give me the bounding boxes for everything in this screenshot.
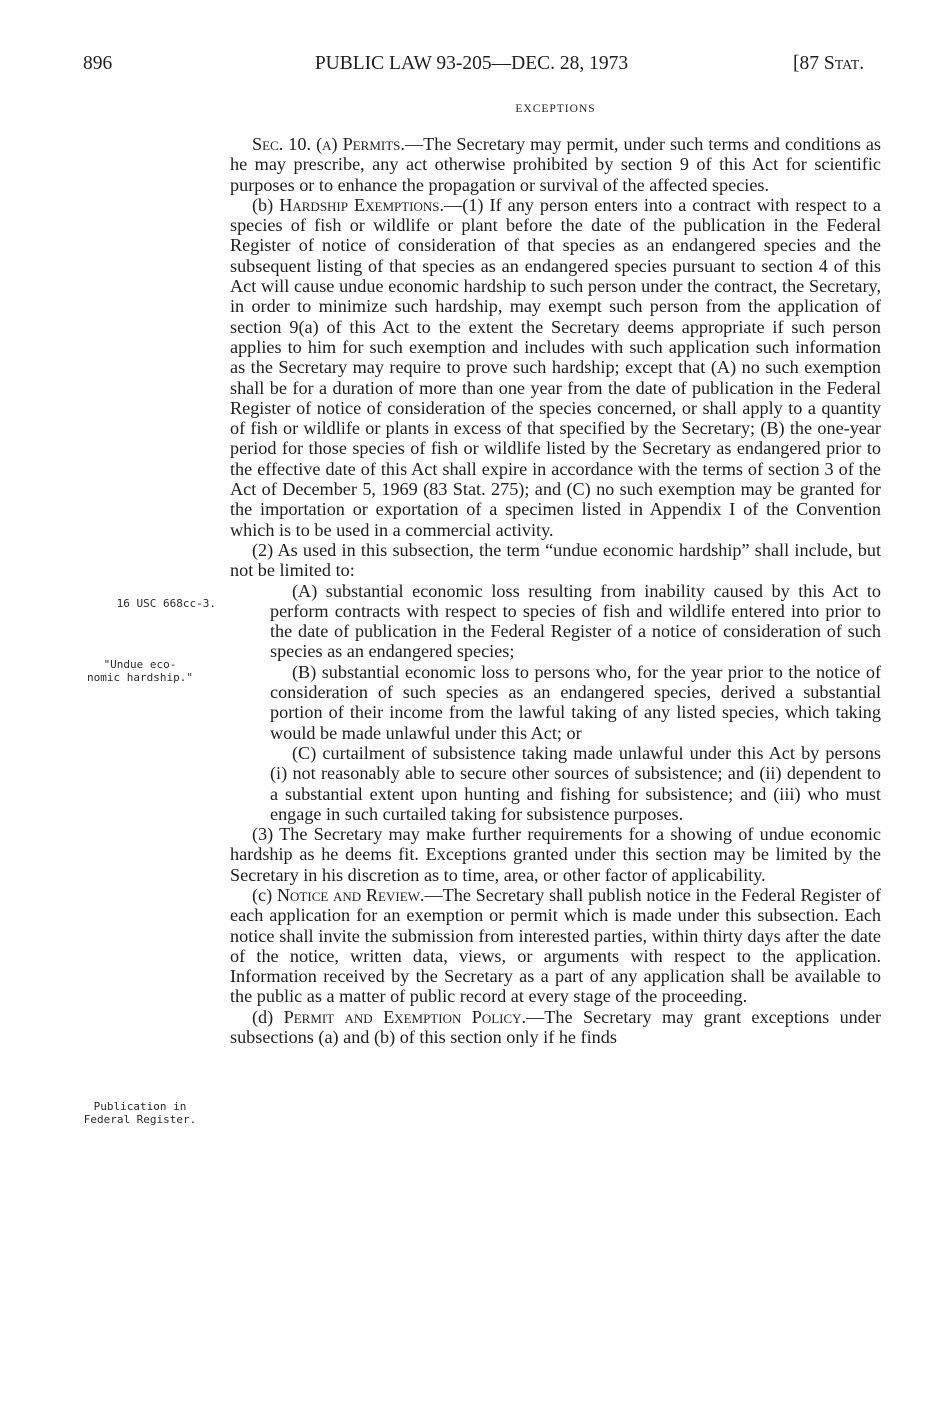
side-note-citation <box>70 597 216 610</box>
side-note-citation-text: 16 USC 668cc-3. <box>116 597 216 610</box>
paragraph-lead: (b) <box>252 194 280 215</box>
subparagraph-a: (A) substantial economic loss resulting from inability caused by this Act to perform contracts with respect to species of fish and wildlife entered into prior to the date of publication in the Federal Register of a notice of consideration of such species as an endangered species; <box>270 580 881 662</box>
paragraph-lead: (d) <box>252 1006 284 1027</box>
paragraph-lead: (c) <box>252 884 277 905</box>
page-number: 896 <box>83 53 113 74</box>
paragraph-text: —The Secretary may grant exceptions under subsections (a) and (b) of this section only if he finds <box>230 1006 881 1048</box>
paragraph-heading: Hardship Exemptions. <box>279 194 445 215</box>
statute-volume: [87 Stat. <box>793 53 865 74</box>
running-title: PUBLIC LAW 93-205—DEC. 28, 1973 <box>314 53 629 74</box>
paragraph-permits <box>230 134 881 195</box>
paragraph-heading: Permit and Exemption Policy. <box>283 1006 527 1027</box>
paragraph-text: —The Secretary shall publish notice in the Federal Register of each application for an exemption or permit which is made under this subsection. Each notice shall invite the submission from interested parties, within thirty days after the date of the notice, written data, views, or arguments with respect to the application. Information received by the Secretary as a part of any application shall be available to the public as a matter of public record at every stage of the proceeding. <box>230 884 882 1007</box>
subparagraph-c: (C) curtailment of subsistence taking made unlawful under this Act by persons (i) not reasonably able to secure other sources of subsistence; and (ii) dependent to a substantial extent upon hunting and fishing for subsistence; and (iii) who must engage in such curtailed taking for subsistence purposes. <box>270 742 881 824</box>
paragraph-notice-and-review <box>230 885 881 1007</box>
paragraph-permit-exemption-policy <box>230 1007 881 1048</box>
paragraph-hardship-exemptions <box>230 195 881 540</box>
paragraph-heading: Permits. <box>342 134 405 154</box>
section-heading: EXCEPTIONS <box>515 103 596 115</box>
subparagraph-b: (B) substantial economic loss to persons who, for the year prior to the notice of consideration of such species as an endangered species, derived a substantial portion of their income from the lawful taking of any listed species, which taking would be made unlawful under this Act; or <box>270 661 881 743</box>
side-note-line: Federal Register. <box>83 1113 197 1126</box>
side-note-line: nomic hardship." <box>87 671 193 684</box>
side-note-line: "Undue eco- <box>103 658 177 671</box>
section-number: Sec. 10. (a) <box>252 134 343 154</box>
paragraph-further-requirements: (3) The Secretary may make further requirements for a showing of undue economic hardship as he deems fit. Exceptions granted under this section may be limited by the Secretary in his discretion as to time, area, or other factor of applicability. <box>230 824 881 885</box>
side-note-publication <box>70 1100 210 1126</box>
side-note-undue-hardship <box>70 658 210 684</box>
side-note-line: Publication in <box>93 1100 187 1113</box>
paragraph-text: —(1) If any person enters into a contract with respect to a species of fish or wildlife or plant before the date of the publication in the Federal Register of notice of consideration of that species as an endangered species and the subsequent listing of that species as an endangered species pursuant to section 4 of this Act will cause undue economic hardship to such person under the contract, the Secretary, in order to minimize such hardship, may exempt such person from the application of section 9(a) of this Act to the extent the Secretary deems appropriate if such person applies to him for such exemption and includes with such application such information as the Secretary may require to prove such hardship; except that (A) no such exemption shall be for a duration of more than one year from the date of publication in the Federal Register of notice of consideration of the species concerned, or shall apply to a quantity of fish or wildlife or plants in excess of that specified by the Secretary; (B) the one-year period for those species of fish or wildlife listed by the Secretary as endangered prior to the effective date of this Act shall expire in accordance with the terms of section 3 of the Act of December 5, 1969 (83 Stat. 275); and (C) no such exemption may be granted for the importation or exportation of a specimen listed in Appendix I of the Convention which is to be used in a commercial activity. <box>230 194 881 540</box>
paragraph-text: —The Secretary may permit, under such terms and conditions as he may prescribe, any act otherwise prohibited by section 9 of this Act for scientific purposes or to enhance the propagation or survival of the affected species. <box>230 134 881 195</box>
paragraph-undue-hardship-definition: (2) As used in this subsection, the term “undue economic hardship” shall include, but not be limited to: <box>230 539 881 581</box>
paragraph-heading: Notice and Review. <box>276 884 425 905</box>
body-text <box>230 134 881 1047</box>
